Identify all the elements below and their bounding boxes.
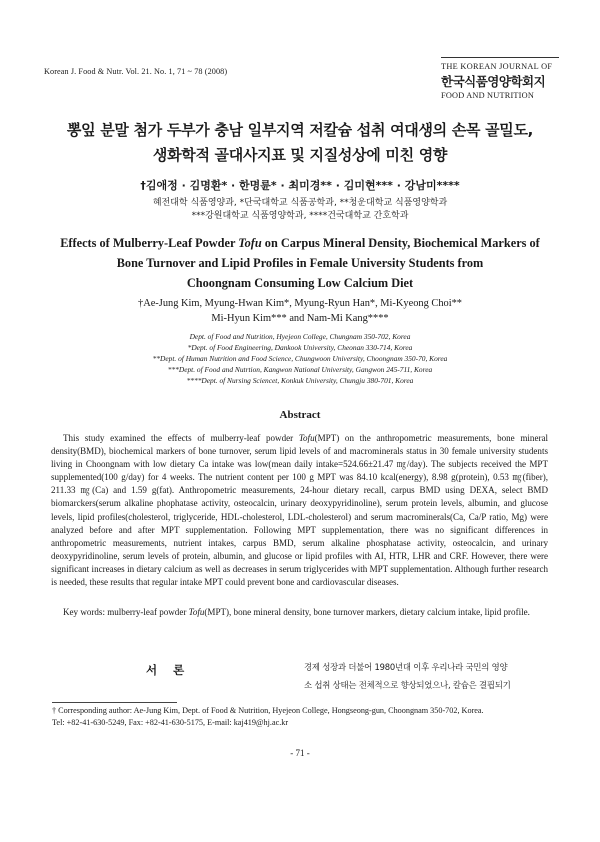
- english-title-line1: [0, 236, 600, 251]
- journal-citation: Korean J. Food & Nutr. Vol. 21. No. 1, 71 ~ 78 (2008): [44, 67, 228, 76]
- abstract-tofu: Tofu: [298, 433, 315, 443]
- english-title-line3: Choongnam Consuming Low Calcium Diet: [186, 276, 414, 290]
- english-authors-line1: †Ae-Jung Kim, Myung-Hwan Kim*, Myung-Ryun Han*, Mi-Kyeong Choi**: [138, 298, 462, 309]
- english-affiliation: *Dept. of Food Engineering, Dankook University, Cheonan 330-714, Korea: [187, 343, 413, 352]
- abstract-body: [51, 432, 548, 589]
- keywords-text: (MPT), bone mineral density, bone turnover markers, dietary calcium intake, lipid profile.: [204, 607, 530, 617]
- korean-affiliation-line1: 혜전대학 식품영양과, *단국대학교 식품공학과, **청운대학교 식품영양학과: [152, 198, 448, 208]
- keywords: [63, 607, 553, 617]
- english-title-part: Effects of Mulberry-Leaf Powder: [60, 236, 239, 250]
- contact-info: Tel: +82-41-630-5249, Fax: +82-41-630-5175, E-mail: kaj419@hj.ac.kr: [52, 718, 289, 727]
- page-number: - 71 -: [290, 748, 310, 758]
- keywords-text: mulberry-leaf powder: [107, 607, 189, 617]
- journal-name-en: THE KOREAN JOURNAL OF: [441, 62, 553, 71]
- english-affiliation: **Dept. of Human Nutrition and Food Science, Chungwoon University, Choongnam 350-70, Korea: [152, 354, 448, 363]
- keywords-label: Key words:: [63, 607, 108, 617]
- korean-title-line1: 뽕잎 분말 첨가 두부가 충남 일부지역 저칼슘 섭취 여대생의 손목 골밀도,: [66, 121, 534, 139]
- english-affiliation: ***Dept. of Food and Nutrtion, Kangwon National University, Gangwon 245-711, Korea: [167, 365, 433, 374]
- introduction-line1: 경제 성장과 더불어 1980년대 이후 우리나라 국민의 영양: [304, 662, 508, 672]
- english-title-tofu: Tofu: [238, 236, 262, 250]
- abstract-text: This study examined the effects of mulberry-leaf powder: [63, 433, 299, 443]
- abstract-text: (MPT) on the anthropometric measurements, bone mineral density(BMD), biochemical markers of bone turnover, serum lipid levels of and macrominerals status in 30 female university students living in Choongnam with low dietary Ca intake was low(mean daily intake=524.66±21.47 ㎎/day). The subjects received the MPT supplemented(100 g/day) for 4 weeks. The nutrient content per 100 g MPT was 84.10 kcal(energy), 8.98 g(protein), 0.53 ㎎(fiber), 211.33 ㎎(Ca) and 1.59 g(fat). Anthropometric measurements, 24-hour dietary recall, carpus BMD using DEXA, select BMD biomarckers(serum alkaline phophatase activity, osteocalcin, urinary deoxypyridinoline), serum protein levels, albumin, and glucose levels, lipid profiles(cholesterol, triglyceride, HDL-cholesterol, LDL-cholesterol) and serum macrominerals(Ca, Ca/P ratio, Mg) were analyzed before and after MPT supplementation. Following MPT supplementation, there was no significant differences in anthropometric measurements, nutrient intakes, carpus BMD, serum alkaline phosphatase activity, osteocalcin, and urinary deoxypyridinoline, serum levels of protein, albumin, and glucose or lipid profiles with AI, HTR, LHR and CRF. However, there were significant increases in dietary calcium as well as decreases in serum triglycerides with MPT supplementation. Although further research is needed, these results that regular intake MPT could prevent bone and cardiovascular diseases.: [51, 433, 548, 588]
- english-title-line2: Bone Turnover and Lipid Profiles in Female University Students from: [116, 256, 484, 270]
- corresponding-author-note: † Corresponding author: Ae-Jung Kim, Dept. of Food & Nutrition, Hyejeon College, Hongseong-gun, Choongnam 350-702, Korea.: [52, 706, 484, 715]
- abstract-heading: Abstract: [279, 409, 321, 421]
- english-authors-line2: Mi-Hyun Kim*** and Nam-Mi Kang****: [211, 313, 389, 324]
- korean-affiliation-line2: ***강원대학교 식품영양학과, ****건국대학교 간호학과: [191, 211, 409, 221]
- korean-title-line2: 생화학적 골대사지표 및 지질성상에 미친 영향: [152, 146, 448, 164]
- journal-logo-block: [441, 57, 559, 100]
- english-affiliation: Dept. of Food and Nutrition, Hyejeon College, Chungnam 350-702, Korea: [189, 332, 411, 341]
- korean-authors: †김애정 · 김명환* · 한명륜* · 최미경** · 김미현*** · 강남미****: [140, 179, 460, 192]
- introduction-line2: 소 섭취 상태는 전체적으로 향상되었으나, 칼슘은 결핍되기: [304, 680, 511, 690]
- english-title-part: on Carpus Mineral Density, Biochemical Markers of: [261, 236, 540, 250]
- introduction-heading: 서 론: [146, 663, 191, 677]
- keywords-tofu: Tofu: [188, 607, 205, 617]
- journal-name-en2: FOOD AND NUTRITION: [441, 91, 535, 100]
- journal-name-ko: 한국식품영양학회지: [441, 74, 546, 89]
- footnote-rule: [52, 702, 177, 703]
- english-affiliation: ****Dept. of Nursing Sciencet, Konkuk University, Chungju 380-701, Korea: [186, 376, 414, 385]
